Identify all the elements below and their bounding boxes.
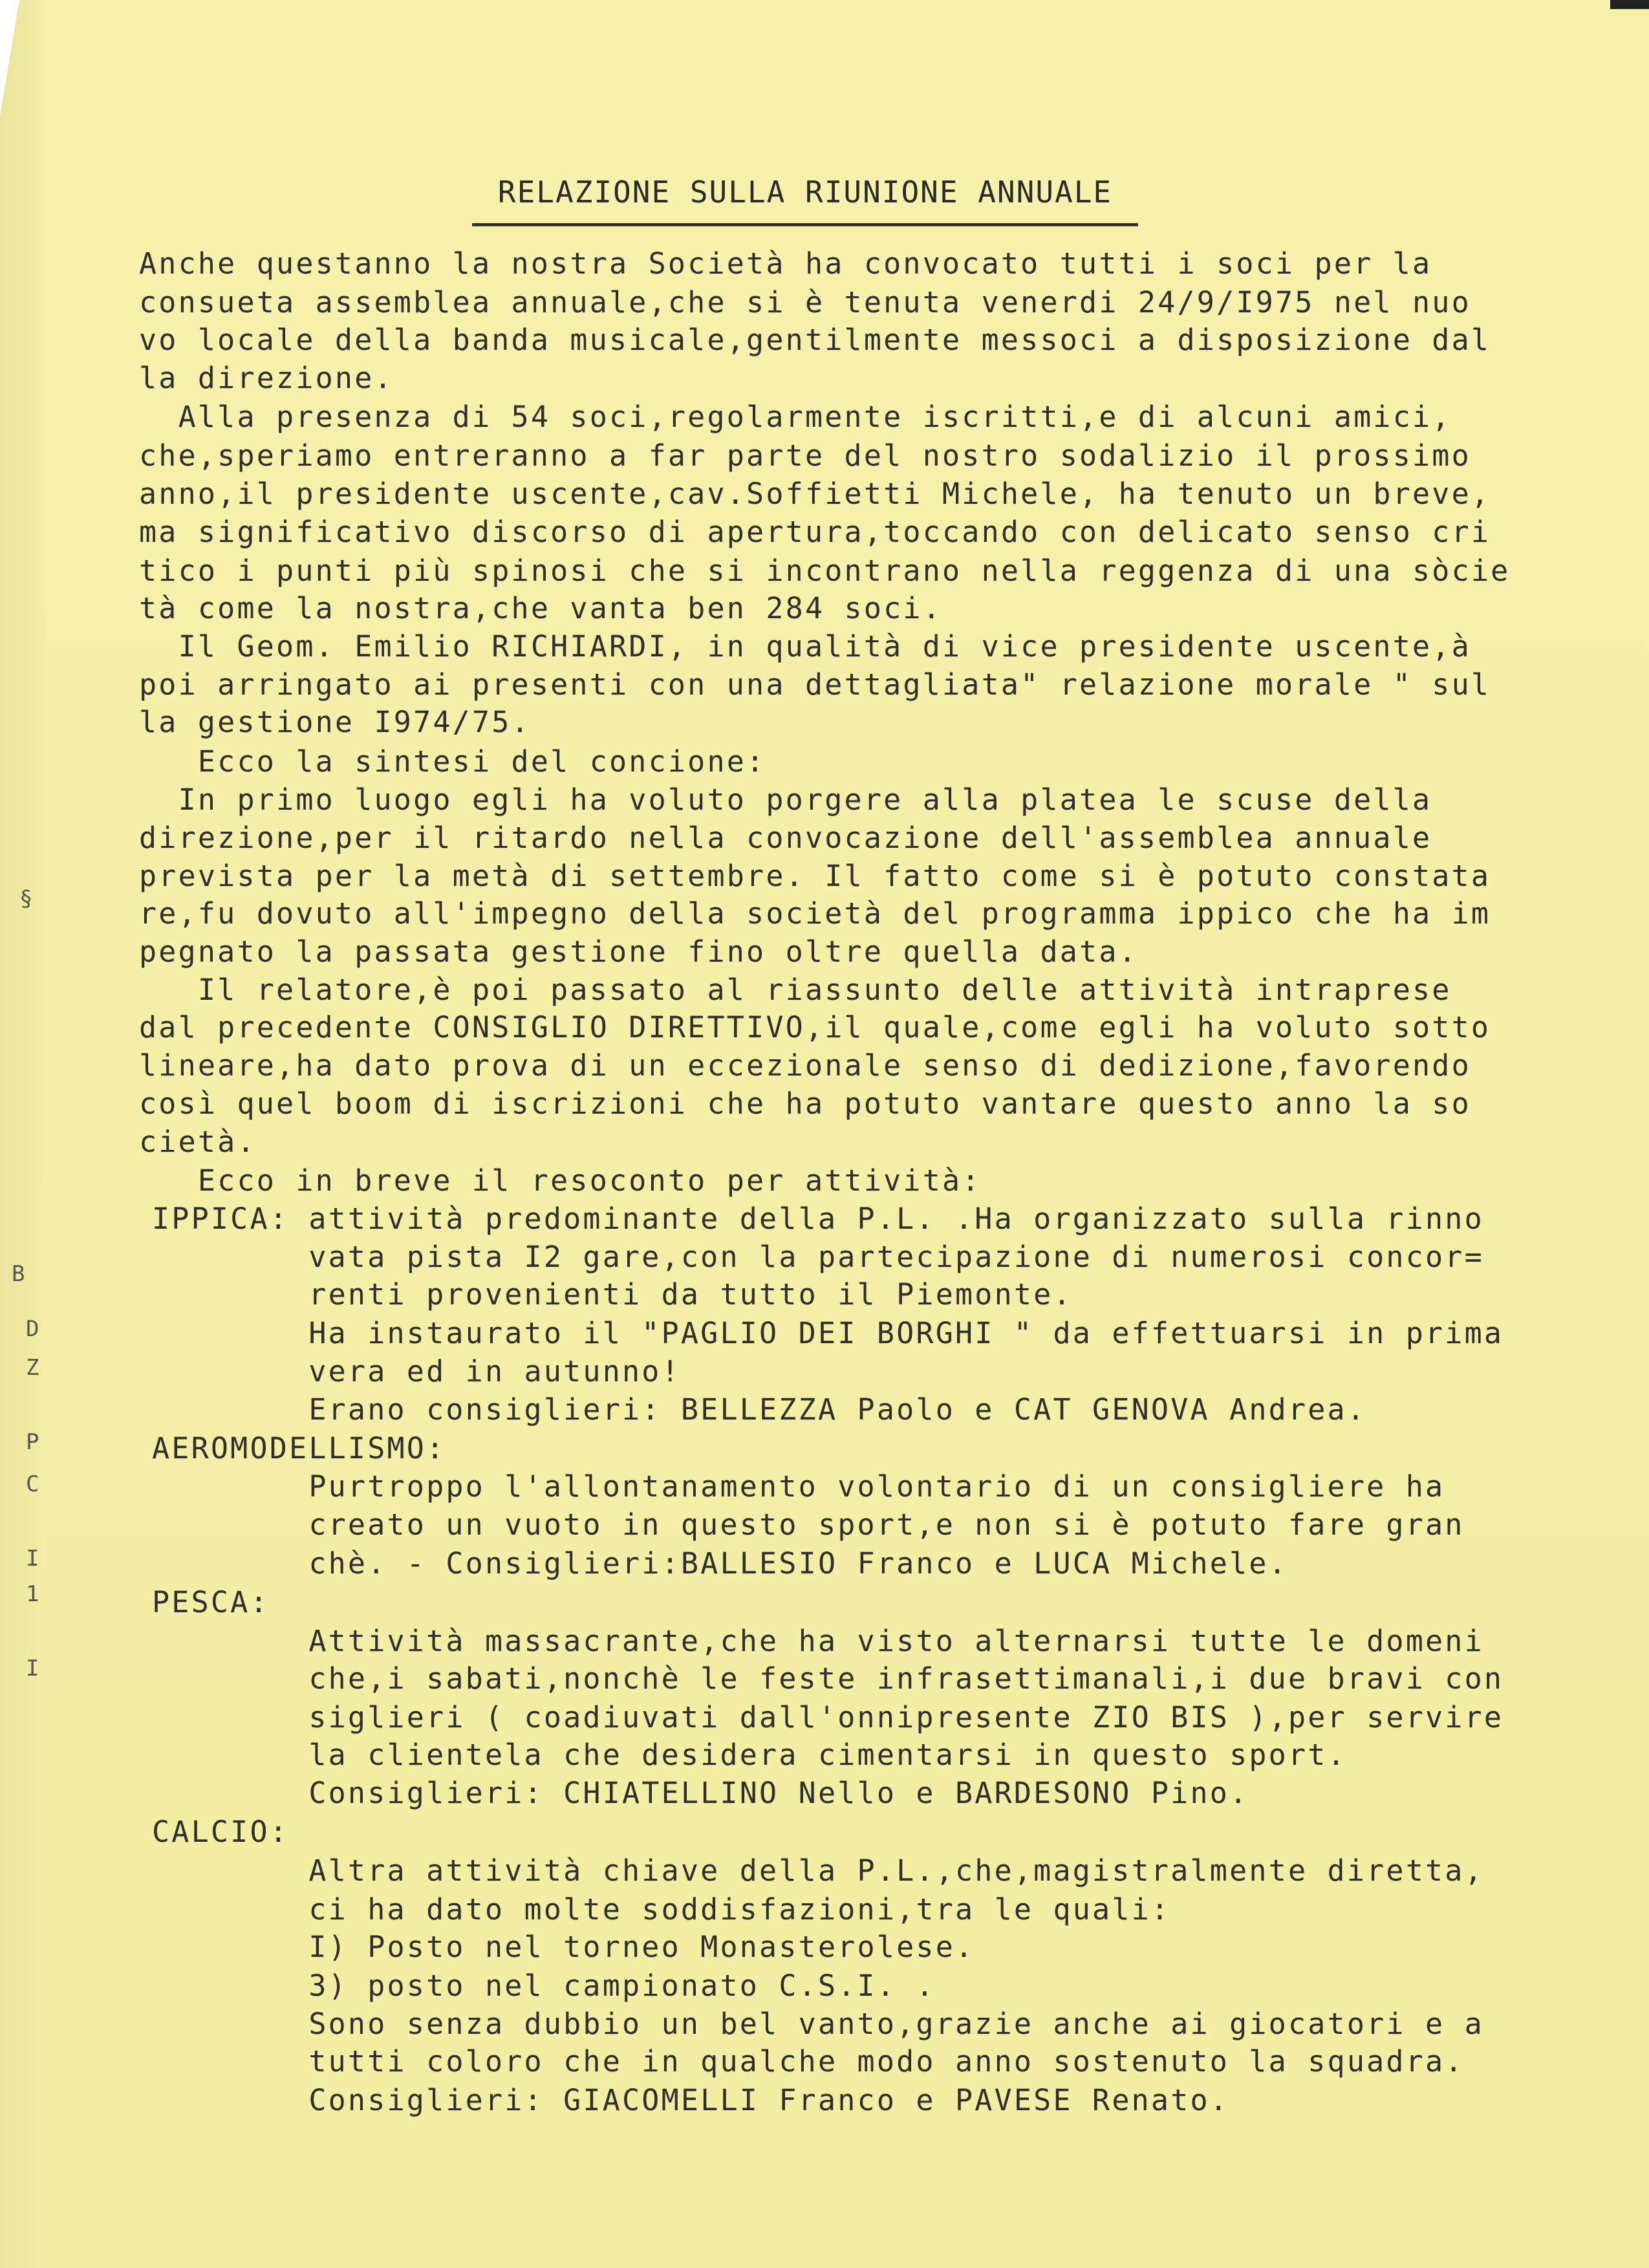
document-line: lineare,ha dato prova di un eccezionale senso di dedizione,favorendo <box>139 1048 1471 1083</box>
document-line: Alla presenza di 54 soci,regolarmente iscritti,e di alcuni amici, <box>139 400 1452 434</box>
document-line: I) Posto nel torneo Monasterolese. <box>152 1930 975 1964</box>
document-line: renti provenienti da tutto il Piemonte. <box>152 1277 1073 1312</box>
document-line: Sono senza dubbio un bel vanto,grazie anche ai giocatori e a <box>152 2007 1484 2041</box>
document-line: cietà. <box>139 1125 257 1159</box>
document-line: vo locale della banda musicale,gentilmente messoci a disposizione dal <box>139 323 1491 357</box>
margin-mark: Z <box>26 1355 39 1381</box>
margin-mark: 1 <box>26 1581 39 1607</box>
document-line: poi arringato ai presenti con una dettagliata" relazione morale " sul <box>139 667 1491 702</box>
document-line: re,fu dovuto all'impegno della società del programma ippico che ha im <box>139 896 1491 931</box>
document-line: PESCA: <box>152 1585 270 1619</box>
document-line: tà come la nostra,che vanta ben 284 soci. <box>139 591 942 625</box>
document-line: la gestione I974/75. <box>139 705 531 739</box>
margin-mark: I <box>26 1546 39 1571</box>
document-line: ma significativo discorso di apertura,toccando con delicato senso cri <box>139 515 1491 549</box>
document-line: Il relatore,è poi passato al riassunto delle attività intraprese <box>139 973 1452 1007</box>
document-line: dal precedente CONSIGLIO DIRETTIVO,il quale,come egli ha voluto sotto <box>139 1010 1491 1044</box>
document-line: Attività massacrante,che ha visto alternarsi tutte le domeni <box>152 1624 1484 1658</box>
margin-mark: D <box>26 1316 39 1342</box>
document-line: consueta assemblea annuale,che si è tenuta venerdi 24/9/I975 nel nuo <box>139 285 1471 319</box>
document-title: RELAZIONE SULLA RIUNIONE ANNUALE <box>497 175 1113 210</box>
document-line: Ecco in breve il resoconto per attività: <box>139 1163 982 1198</box>
document-line: che,speriamo entreranno a far parte del nostro sodalizio il prossimo <box>139 438 1471 473</box>
margin-mark: I <box>26 1656 39 1681</box>
document-line: Il Geom. Emilio RICHIARDI, in qualità di vice presidente uscente,à <box>139 629 1471 664</box>
document-line: 3) posto nel campionato C.S.I. . <box>152 1969 936 2003</box>
margin-mark: B <box>12 1261 25 1287</box>
title-underline <box>472 223 1138 226</box>
underlying-page-edge <box>0 0 45 2268</box>
document-line: direzione,per il ritardo nella convocazione dell'assemblea annuale <box>139 821 1432 855</box>
document-line: vata pista I2 gare,con la partecipazione di numerosi concor= <box>152 1240 1484 1274</box>
document-line: Altra attività chiave della P.L.,che,magistralmente diretta, <box>152 1853 1484 1888</box>
document-line: Purtroppo l'allontanamento volontario di un consigliere ha <box>152 1469 1445 1504</box>
document-line: siglieri ( coadiuvati dall'onnipresente ZIO BIS ),per servire <box>152 1700 1504 1734</box>
document-line: prevista per la metà di settembre. Il fatto come si è potuto constata <box>139 859 1491 893</box>
document-line: ci ha dato molte soddisfazioni,tra le quali: <box>152 1892 1171 1927</box>
margin-mark: § <box>19 886 33 912</box>
document-line: la clientela che desidera cimentarsi in questo sport. <box>152 1738 1347 1772</box>
document-line: Ecco la sintesi del concione: <box>139 744 766 779</box>
document-line: IPPICA: attività predominante della P.L. .Ha organizzato sulla rinno <box>152 1202 1484 1236</box>
margin-mark: P <box>26 1429 39 1455</box>
document-line: creato un vuoto in questo sport,e non si è potuto fare gran <box>152 1507 1465 1542</box>
document-line: chè. - Consiglieri:BALLESIO Franco e LUCA Michele. <box>152 1546 1288 1581</box>
document-line: la direzione. <box>139 361 394 395</box>
document-line: Ha instaurato il "PAGLIO DEI BORGHI " da effettuarsi in prima <box>152 1316 1504 1350</box>
document-line: vera ed in autunno! <box>152 1354 681 1388</box>
document-line: pegnato la passata gestione fino oltre quella data. <box>139 934 1138 969</box>
document-line: Erano consiglieri: BELLEZZA Paolo e CAT GENOVA Andrea. <box>152 1392 1367 1427</box>
document-line: così quel boom di iscrizioni che ha potuto vantare questo anno la so <box>139 1086 1471 1121</box>
document-line: AEROMODELLISMO: <box>152 1431 446 1465</box>
document-line: anno,il presidente uscente,cav.Soffietti Michele, ha tenuto un breve, <box>139 477 1491 511</box>
scan-border <box>1610 0 1649 9</box>
document-line: Consiglieri: CHIATELLINO Nello e BARDESONO Pino. <box>152 1776 1249 1810</box>
document-line: CALCIO: <box>152 1815 290 1849</box>
document-line: Consiglieri: GIACOMELLI Franco e PAVESE Renato. <box>152 2083 1230 2117</box>
document-line: Anche questanno la nostra Società ha convocato tutti i soci per la <box>139 246 1432 281</box>
document-line: In primo luogo egli ha voluto porgere alla platea le scuse della <box>139 783 1432 817</box>
folded-corner <box>0 0 19 116</box>
document-line: tutti coloro che in qualche modo anno sostenuto la squadra. <box>152 2044 1465 2079</box>
document-line: tico i punti più spinosi che si incontrano nella reggenza di una sòcie <box>139 554 1511 588</box>
margin-mark: C <box>26 1471 39 1497</box>
document-line: che,i sabati,nonchè le feste infrasettimanali,i due bravi con <box>152 1661 1504 1696</box>
